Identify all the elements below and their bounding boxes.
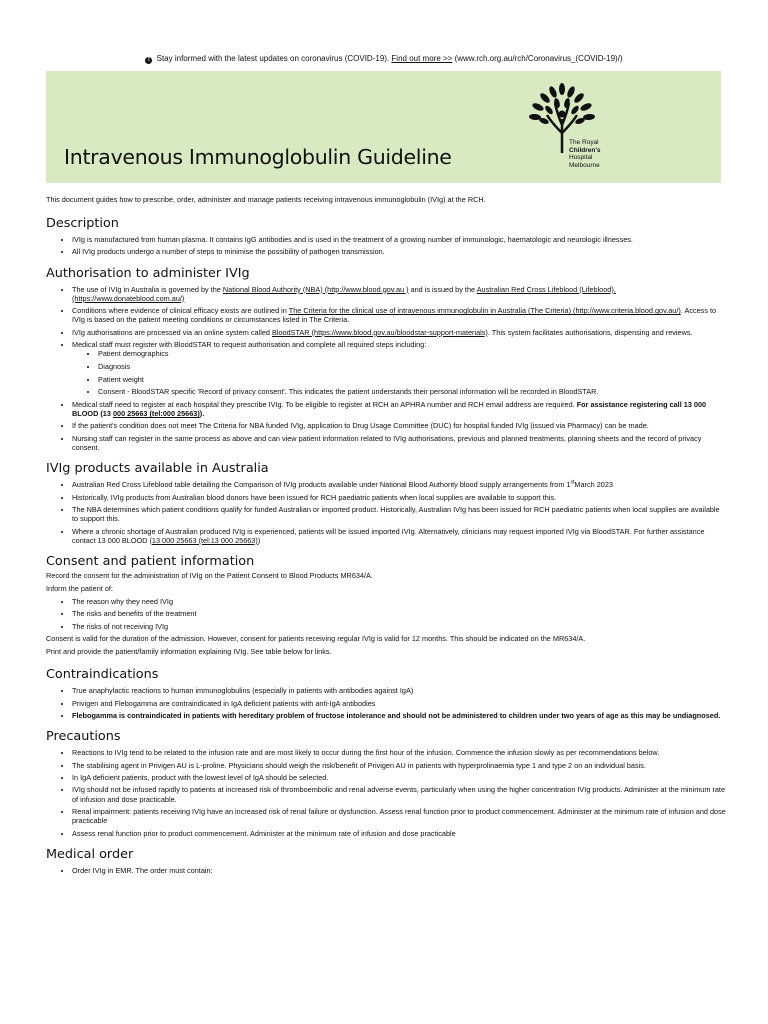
list-item: • Medical staff must register with BloodSTAR to request authorisation and complete all required steps including: • Patient demographics • Diagnosis • Patient weight • Consent - BloodSTAR specific 'Record of privacy consent'. This indicates the patient understands their personal information will be recorded in BloodSTAR. bbox=[72, 340, 726, 397]
list-item: • Privigen and Flebogamma are contraindicated in IgA deficient patients with anti-IgA antibodies bbox=[72, 699, 726, 708]
covid-find-out-more-link[interactable]: Find out more >> bbox=[391, 54, 453, 63]
list-item: • IVIg should not be infused rapidly to patients at increased risk of thromboembolic and renal adverse events, particularly when using the higher concentration IVIg products. Administer at the minimum rate of infusion and dose practicable. bbox=[72, 785, 726, 803]
list-item: • Assess renal function prior to product commencement. Administer at the minimum rate of infusion and dose practicable bbox=[72, 829, 726, 838]
page-banner bbox=[46, 71, 721, 183]
consent-inform-text: Inform the patient of: bbox=[46, 584, 113, 594]
list-item: • If the patient's condition does not meet The Criteria for NBA funded IVIg, application to Drug Usage Committee (DUC) for hospital funded IVIg (issued via Pharmacy) can be made. bbox=[72, 421, 726, 430]
list-item: • IVIg is manufactured from human plasma. It contains IgG antibodies and is used in the treatment of a growing number of immunologic, haematologic and neurologic illnesses. bbox=[72, 235, 726, 244]
authorisation-heading: Authorisation to administer IVIg bbox=[46, 265, 250, 281]
lifeblood-phone-link[interactable]: 000 25663 (tel:000 25663) bbox=[112, 409, 200, 419]
list-item: • Flebogamma is contraindicated in patients with hereditary problem of fructose intolerance and should not be administered to children under two years of age as this may be undiagnosed. bbox=[72, 711, 726, 720]
consent-record-text: Record the consent for the administration of IVIg on the Patient Consent to Blood Products MR634/A. bbox=[46, 571, 373, 581]
list-item: • The risks of not receiving IVIg bbox=[72, 622, 726, 631]
description-list bbox=[46, 235, 726, 257]
contraindications-heading: Contraindications bbox=[46, 667, 159, 683]
list-item: • Consent - BloodSTAR specific 'Record of privacy consent'. This indicates the patient understands their personal information will be recorded in BloodSTAR. bbox=[98, 387, 726, 396]
medical-order-list bbox=[46, 866, 726, 875]
list-item: • The risks and benefits of the treatment bbox=[72, 609, 726, 618]
list-item: • Renal impairment: patients receiving IVIg have an increased risk of renal failure or dysfunction. Assess renal function prior to product commencement. Administer at the minimum rate of infusion and dose practicable bbox=[72, 807, 726, 825]
list-item: • Conditions where evidence of clinical efficacy exists are outlined in The Criteria for the clinical use of intravenous immunoglobulin in Australia (The Criteria) (http://www.criteria.blood.gov.au/). Access to IVIg is based on the patient meeting conditions or circumstances listed in The Criteria. bbox=[72, 306, 726, 324]
list-item: • Australian Red Cross Lifeblood table detailing the Comparison of IVIg products available under National Blood Authority blood supply arrangements from 1stMarch 2023 bbox=[72, 480, 726, 489]
list-item: • Nursing staff can register in the same process as above and can view patient information related to IVIg authorisations, previous and planned treatments, planning sheets and the record of privacy consent. bbox=[72, 434, 726, 452]
list-item: • The NBA determines which patient conditions qualify for funded Australian or imported product. Historically, Australian IVIg has been issued for RCH paediatric patients when local supplies are available to support this. bbox=[72, 505, 726, 523]
list-item: • The use of IVIg in Australia is governed by the National Blood Authority (NBA) (http://www.blood.gov.au ) and is issued by the Australian Red Cross Lifeblood (Lifeblood). (https://www.donateblood.com.au/) bbox=[72, 285, 726, 303]
rch-logo[interactable] bbox=[527, 83, 617, 175]
list-item: • Order IVIg in EMR. The order must contain: bbox=[72, 866, 726, 875]
info-icon: ! bbox=[145, 57, 152, 64]
main-content bbox=[46, 195, 726, 878]
intro-text: This document guides how to prescribe, order, administer and manage patients receiving intravenous immunoglobulin (IVIg) at the RCH. bbox=[46, 195, 486, 204]
list-item: • True anaphylactic reactions to human immunoglobulins (especially in patients with antibodies against IgA) bbox=[72, 686, 726, 695]
covid-alert-bar bbox=[0, 53, 768, 65]
lifeblood-link[interactable]: Australian Red Cross Lifeblood (Lifeblood). (https://www.donateblood.com.au/) bbox=[72, 284, 616, 303]
list-item: • Patient demographics bbox=[98, 349, 726, 358]
authorisation-list bbox=[46, 285, 726, 453]
precautions-heading: Precautions bbox=[46, 729, 121, 745]
consent-list bbox=[46, 597, 726, 631]
list-item: • The reason why they need IVIg bbox=[72, 597, 726, 606]
list-item: • Reactions to IVIg tend to be related to the infusion rate and are most likely to occur during the first hour of the infusion. Commence the infusion slowly as per recommendations below. bbox=[72, 748, 726, 757]
consent-validity-text: Consent is valid for the duration of the admission. However, consent for patients receiving regular IVIg is valid for 12 months. This should be indicated on the MR634/A. bbox=[46, 634, 586, 644]
list-item: • Where a chronic shortage of Australian produced IVIg is experienced, patients will be issued imported IVIg. Alternatively, clinicians may request imported IVIg via BloodSTAR. For further assistance contact 13 000 BLOOD (13 000 25663 (tel:13 000 25663)) bbox=[72, 527, 726, 545]
bloodstar-link[interactable]: BloodSTAR (https://www.blood.gov.au/bloodstar-support-materials) bbox=[271, 327, 488, 337]
list-item: • Medical staff need to register at each hospital they prescribe IVIg. To be eligible to register at RCH an APHRA number and RCH email address are required. For assistance registering call 13 000 BLOOD (13 000 25663 (tel:000 25663)). bbox=[72, 400, 726, 418]
nba-link[interactable]: National Blood Authority (NBA) (http://www.blood.gov.au ) bbox=[222, 284, 409, 294]
consent-heading: Consent and patient information bbox=[46, 554, 255, 570]
covid-url: (www.rch.org.au/rch/Coronavirus_(COVID-19)/) bbox=[454, 54, 623, 63]
precautions-list bbox=[46, 748, 726, 838]
registration-steps-list bbox=[72, 349, 726, 396]
blood-phone-link[interactable]: 13 000 25663 (tel:13 000 25663) bbox=[151, 535, 258, 545]
covid-text: Stay informed with the latest updates on coronavirus (COVID-19). bbox=[156, 54, 390, 63]
contraindications-list bbox=[46, 686, 726, 720]
criteria-link[interactable]: The Criteria for the clinical use of intravenous immunoglobulin in Australia (The Criteria) (http://www.criteria.blood.gov.au/) bbox=[288, 306, 681, 316]
list-item: • IVIg authorisations are processed via an online system called BloodSTAR (https://www.blood.gov.au/bloodstar-support-materials). This system facilitates authorisations, dispensing and reviews. bbox=[72, 328, 726, 337]
products-heading: IVIg products available in Australia bbox=[46, 461, 269, 477]
consent-print-text: Print and provide the patient/family information explaining IVIg. See table below for links. bbox=[46, 647, 332, 657]
list-item: • All IVIg products undergo a number of steps to minimise the possibility of pathogen transmission. bbox=[72, 247, 726, 256]
list-item: • Patient weight bbox=[98, 375, 726, 384]
list-item: • In IgA deficient patients, product with the lowest level of IgA should be selected. bbox=[72, 773, 726, 782]
description-heading: Description bbox=[46, 216, 119, 231]
products-list bbox=[46, 480, 726, 545]
list-item: • The stabilising agent in Privigen AU is L-proline. Physicians should weigh the risk/benefit of Privigen AU in patients with hyperprolinaemia type 1 and type 2 on an individual basis. bbox=[72, 761, 726, 770]
page-title: Intravenous Immunoglobulin Guideline bbox=[64, 145, 452, 169]
medical-order-heading: Medical order bbox=[46, 846, 134, 862]
logo-text: The Royal Children's Hospital Melbourne bbox=[569, 139, 601, 169]
list-item: • Historically, IVIg products from Australian blood donors have been issued for RCH paediatric patients when local supplies are available to support this. bbox=[72, 493, 726, 502]
list-item: • Diagnosis bbox=[98, 362, 726, 371]
